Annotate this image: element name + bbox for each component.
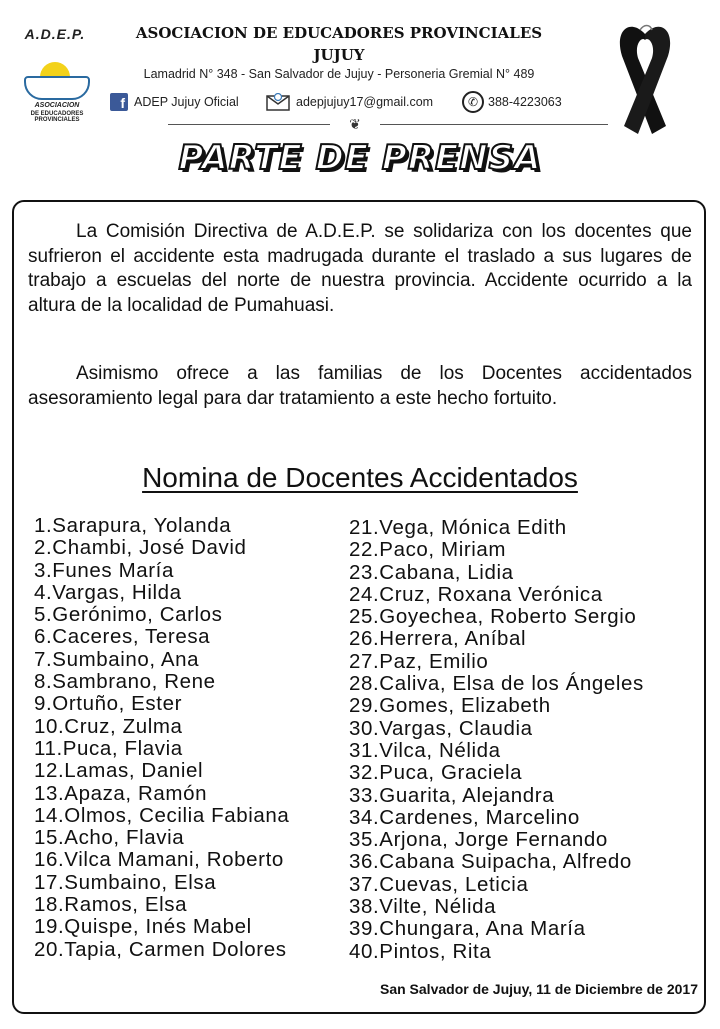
list-item: 8.Sambrano, Rene (34, 670, 216, 694)
list-item: 13.Apaza, Ramón (34, 781, 208, 805)
list-item: 24.Cruz, Roxana Verónica (349, 582, 603, 606)
list-item: 36.Cabana Suipacha, Alfredo (349, 850, 632, 874)
organization-name: ASOCIACION DE EDUCADORES PROVINCIALES (135, 24, 543, 42)
book-icon (24, 76, 90, 100)
list-item: 16.Vilca Mamani, Roberto (34, 848, 284, 872)
list-item: 37.Cuevas, Leticia (349, 872, 529, 896)
list-item: 21.Vega, Mónica Edith (349, 516, 567, 539)
page-title: PARTE DE PRENSA (178, 138, 542, 178)
list-item: 35.Arjona, Jorge Fernando (349, 828, 608, 852)
list-item: 11.Puca, Flavia (34, 736, 183, 760)
divider-ornament: ❦ (330, 116, 380, 133)
list-item: 33.Guarita, Alejandra (349, 783, 555, 807)
list-item: 18.Ramos, Elsa (34, 893, 188, 917)
teachers-list-column-2 (349, 517, 644, 963)
paragraph-legal-advice: Asimismo ofrece a las familias de los Docentes accidentados asesoramiento legal para dar tratamiento a este hecho fortuito. (28, 363, 692, 409)
list-item: 31.Vilca, Nélida (349, 738, 501, 762)
list-item: 7.Sumbaino, Ana (34, 647, 200, 671)
paragraph-solidarity: La Comisión Directiva de A.D.E.P. se solidariza con los docentes que sufrieron el accidente esta madrugada durante el traslado a sus lugares de trabajo a escuelas del norte de nuestra provincia. Accidente ocurrido a la altura de la localidad de Pumahuasi. (28, 221, 692, 316)
list-item: 17.Sumbaino, Elsa (34, 870, 217, 894)
list-item: 14.Olmos, Cecilia Fabiana (34, 803, 290, 827)
facebook-icon: f (110, 93, 128, 111)
list-item: 20.Tapia, Carmen Dolores (34, 937, 287, 961)
list-item: 2.Chambi, José David (34, 536, 247, 560)
list-item: 1.Sarapura, Yolanda (34, 514, 232, 537)
list-item: 30.Vargas, Claudia (349, 716, 533, 740)
email-contact (266, 92, 433, 112)
list-item: 10.Cruz, Zulma (34, 714, 183, 738)
list-item: 27.Paz, Emilio (349, 649, 489, 673)
logo-letters: A.D.E.P. (24, 26, 86, 42)
list-item: 32.Puca, Graciela (349, 761, 523, 785)
facebook-contact (110, 92, 239, 112)
facebook-page-name: ADEP Jujuy Oficial (134, 95, 239, 109)
email-icon (266, 93, 290, 111)
adep-logo (10, 22, 100, 123)
list-item: 9.Ortuño, Ester (34, 692, 183, 716)
phone-number: 388-4223063 (488, 95, 562, 109)
teachers-list-column-1 (34, 515, 289, 961)
phone-contact (462, 92, 562, 112)
list-item: 12.Lamas, Daniel (34, 759, 204, 783)
list-item: 28.Caliva, Elsa de los Ángeles (349, 672, 644, 696)
list-item: 3.Funes María (34, 558, 174, 582)
mourning-ribbon-icon (600, 16, 690, 138)
logo-text: ASOCIACION (34, 102, 80, 109)
list-item: 34.Cardenes, Marcelino (349, 805, 580, 829)
logo-subtext: DE EDUCADORES PROVINCIALES (30, 111, 84, 123)
organization-address: Lamadrid N° 348 - San Salvador de Jujuy - Personeria Gremial N° 489 (143, 67, 535, 81)
list-item: 40.Pintos, Rita (349, 939, 492, 963)
list-item: 15.Acho, Flavia (34, 826, 185, 850)
list-item: 22.Paco, Miriam (349, 538, 507, 562)
list-item: 25.Goyechea, Roberto Sergio (349, 605, 637, 629)
list-item: 6.Caceres, Teresa (34, 625, 211, 649)
organization-province: JUJUY (313, 46, 365, 64)
header-divider (168, 124, 608, 128)
list-item: 23.Cabana, Lidia (349, 560, 514, 584)
list-item: 38.Vilte, Nélida (349, 895, 497, 919)
list-item: 29.Gomes, Elizabeth (349, 694, 551, 718)
list-item: 19.Quispe, Inés Mabel (34, 915, 252, 939)
list-item: 5.Gerónimo, Carlos (34, 603, 223, 627)
list-title: Nomina de Docentes Accidentados (142, 462, 578, 493)
list-item: 26.Herrera, Aníbal (349, 627, 527, 651)
email-address: adepjujuy17@gmail.com (296, 95, 434, 109)
footer-date: San Salvador de Jujuy, 11 de Diciembre de 2017 (379, 981, 698, 997)
list-item: 39.Chungara, Ana María (349, 917, 586, 941)
list-item: 4.Vargas, Hilda (34, 580, 182, 604)
phone-icon: ✆ (462, 91, 484, 113)
